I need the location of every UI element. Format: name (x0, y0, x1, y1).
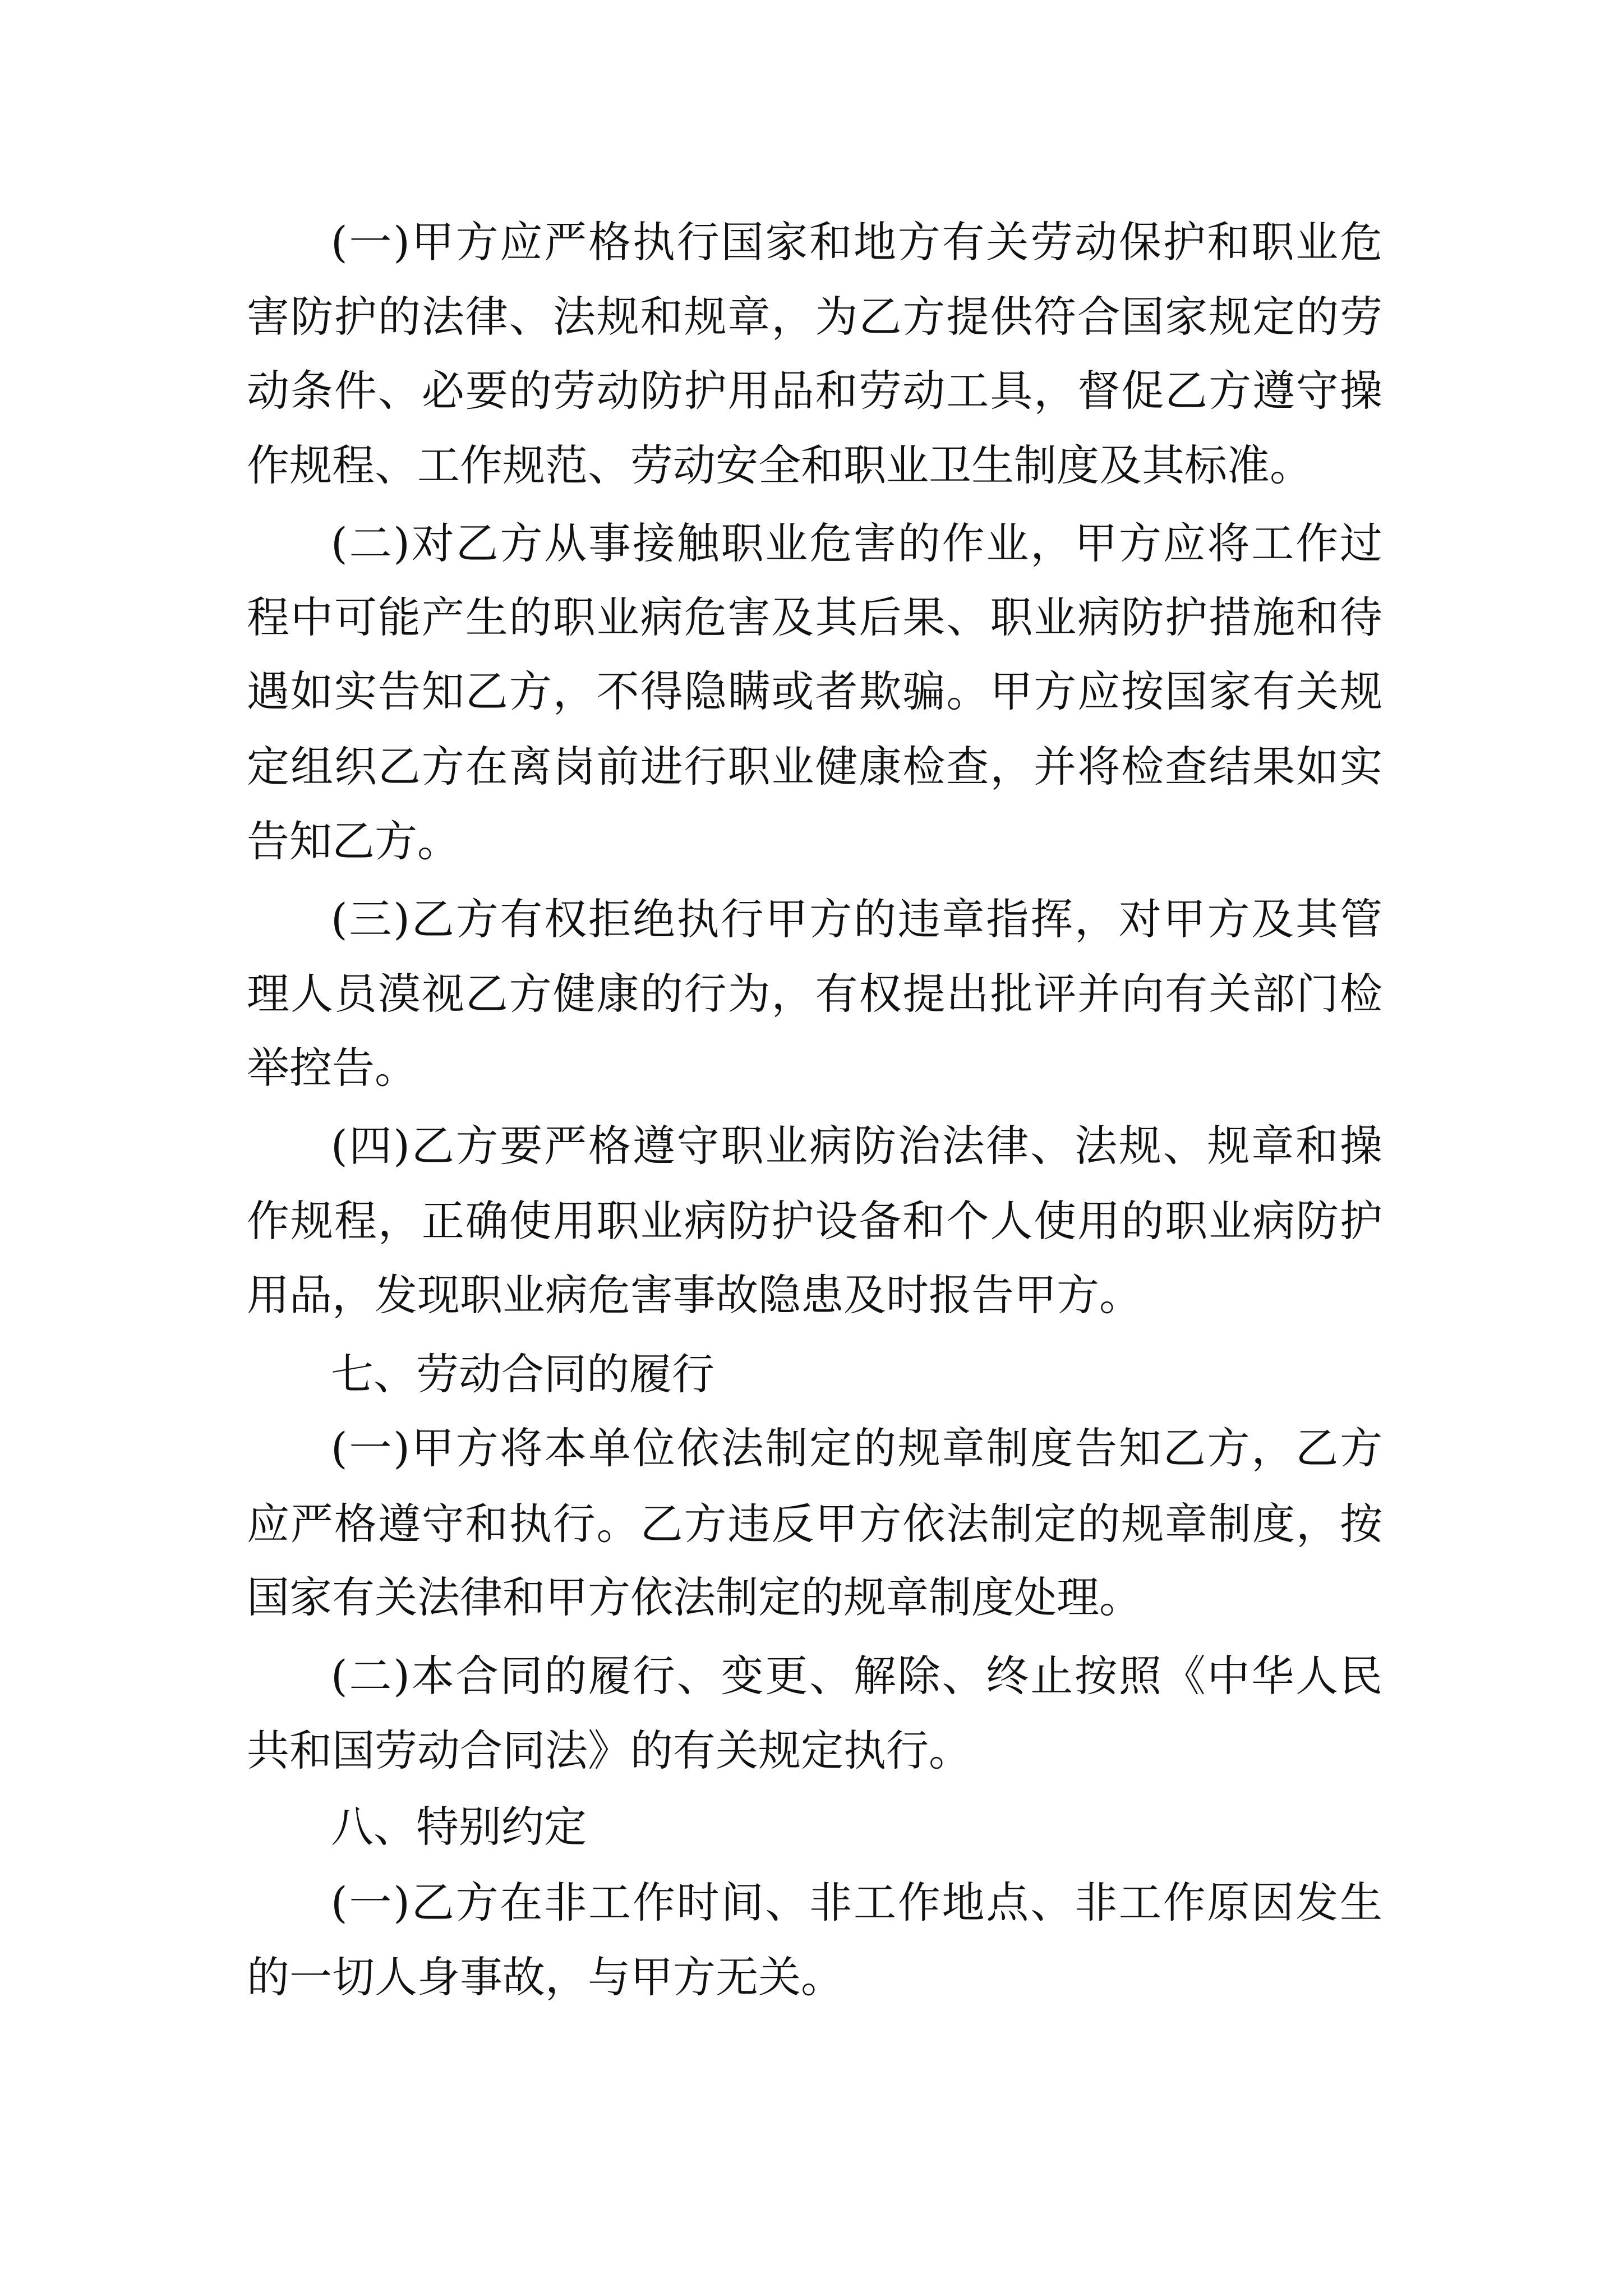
section-heading-8: 八、特别约定 (331, 1802, 587, 1852)
paragraph-4-line-2: 作规程，正确使用职业病防护设备和个人使用的职业病防护 (247, 1196, 1382, 1246)
paragraph-3-line-2: 理人员漠视乙方健康的行为，有权提出批评并向有关部门检 (247, 969, 1382, 1019)
paragraph-2-line-1: (二)对乙方从事接触职业危害的作业，甲方应将工作过 (331, 518, 1382, 568)
paragraph-2-line-3: 遇如实告知乙方，不得隐瞒或者欺骗。甲方应按国家有关规 (247, 666, 1382, 716)
paragraph-2-line-4: 定组织乙方在离岗前进行职业健康检查，并将检查结果如实 (247, 742, 1382, 792)
paragraph-1-line-1: (一)甲方应严格执行国家和地方有关劳动保护和职业危 (331, 217, 1382, 267)
paragraph-5-line-2: 应严格遵守和执行。乙方违反甲方依法制定的规章制度，按 (247, 1499, 1382, 1549)
paragraph-6-line-2: 共和国劳动合同法》的有关规定执行。 (247, 1726, 971, 1775)
paragraph-5-line-3: 国家有关法律和甲方依法制定的规章制度处理。 (247, 1572, 1142, 1622)
paragraph-1-line-4: 作规程、工作规范、劳动安全和职业卫生制度及其标准。 (247, 440, 1312, 490)
paragraph-7-line-2: 的一切人身事故，与甲方无关。 (247, 1952, 843, 2002)
paragraph-2-line-5: 告知乙方。 (247, 816, 460, 866)
paragraph-1-line-2: 害防护的法律、法规和规章，为乙方提供符合国家规定的劳 (247, 292, 1382, 342)
paragraph-2-line-2: 程中可能产生的职业病危害及其后果、职业病防护措施和待 (247, 592, 1382, 642)
paragraph-1-line-3: 动条件、必要的劳动防护用品和劳动工具，督促乙方遵守操 (247, 366, 1382, 416)
paragraph-4-line-1: (四)乙方要严格遵守职业病防治法律、法规、规章和操 (331, 1121, 1382, 1171)
paragraph-4-line-3: 用品，发现职业病危害事故隐患及时报告甲方。 (247, 1270, 1142, 1320)
paragraph-6-line-1: (二)本合同的履行、变更、解除、终止按照《中华人民 (331, 1651, 1382, 1701)
paragraph-5-line-1: (一)甲方将本单位依法制定的规章制度告知乙方，乙方 (331, 1423, 1382, 1473)
paragraph-3-line-3: 举控告。 (247, 1043, 417, 1093)
section-heading-7: 七、劳动合同的履行 (331, 1349, 714, 1399)
paragraph-7-line-1: (一)乙方在非工作时间、非工作地点、非工作原因发生 (331, 1878, 1382, 1927)
paragraph-3-line-1: (三)乙方有权拒绝执行甲方的违章指挥，对甲方及其管 (331, 894, 1382, 944)
